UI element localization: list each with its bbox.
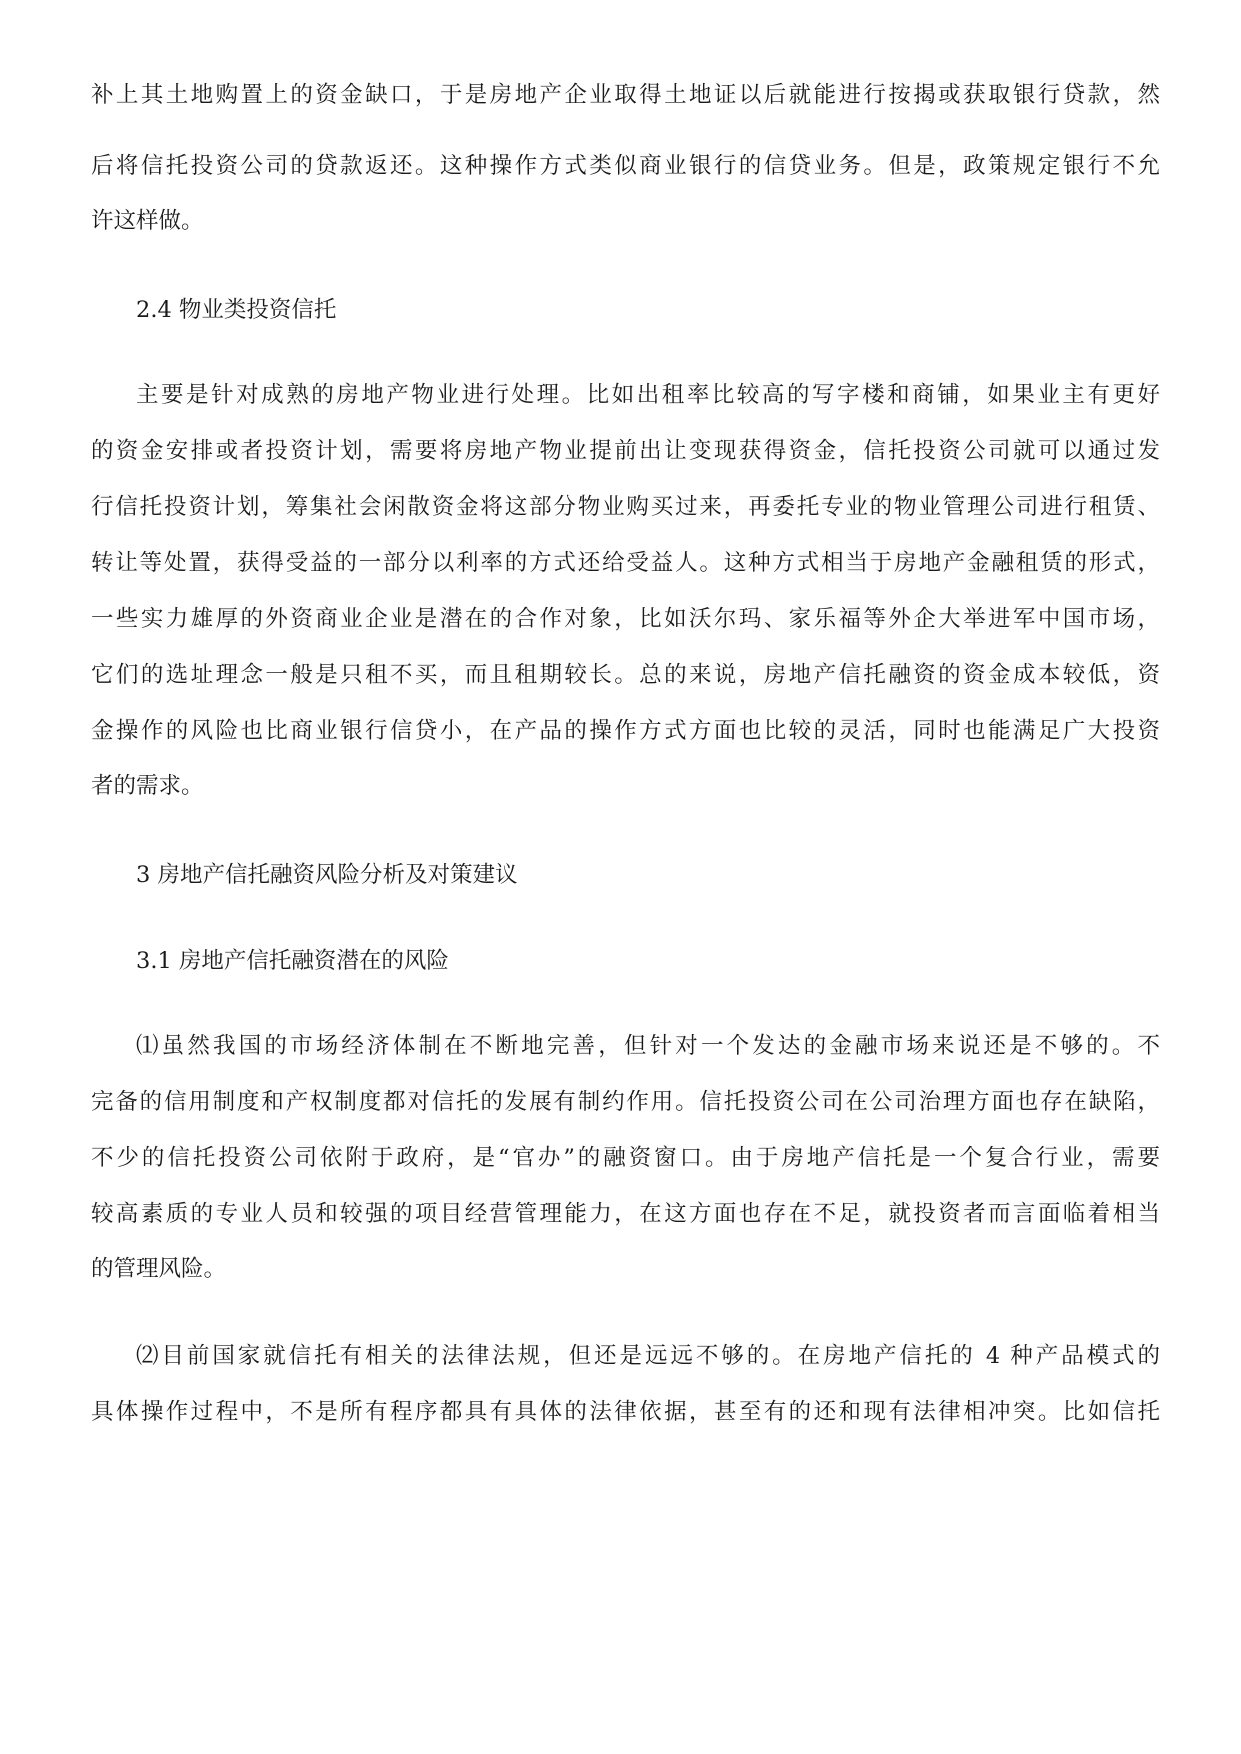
paragraph-risk-1-line-4: 较高素质的专业人员和较强的项目经营管理能力，在这方面也存在不足，就投资者而言面临着相当 [91, 1201, 1160, 1227]
paragraph-risk-1-line-1: ⑴虽然我国的市场经济体制在不断地完善，但针对一个发达的金融市场来说还是不够的。不 [136, 1033, 1160, 1059]
paragraph-risk-2-line-1: ⑵目前国家就信托有相关的法律法规，但还是远远不够的。在房地产信托的 4 种产品模式的 [136, 1343, 1160, 1369]
paragraph-property-trust-line-5: 一些实力雄厚的外资商业企业是潜在的合作对象，比如沃尔玛、家乐福等外企大举进军中国市场， [91, 606, 1160, 632]
paragraph-property-trust-line-1: 主要是针对成熟的房地产物业进行处理。比如出租率比较高的写字楼和商铺，如果业主有更好 [136, 382, 1160, 408]
paragraph-property-trust-line-7: 金操作的风险也比商业银行信贷小，在产品的操作方式方面也比较的灵活，同时也能满足广大投资 [91, 718, 1160, 744]
section-heading-2-4: 2.4 物业类投资信托 [136, 297, 337, 323]
paragraph-continued-line-1: 补上其土地购置上的资金缺口，于是房地产企业取得土地证以后就能进行按揭或获取银行贷款，然 [91, 82, 1160, 108]
paragraph-property-trust-line-6: 它们的选址理念一般是只租不买，而且租期较长。总的来说，房地产信托融资的资金成本较低，资 [91, 662, 1160, 688]
paragraph-risk-1-line-5: 的管理风险。 [91, 1256, 227, 1282]
paragraph-property-trust-line-4: 转让等处置，获得受益的一部分以利率的方式还给受益人。这种方式相当于房地产金融租赁的形式， [91, 550, 1160, 576]
paragraph-property-trust-line-3: 行信托投资计划，筹集社会闲散资金将这部分物业购买过来，再委托专业的物业管理公司进行租赁、 [91, 494, 1160, 520]
section-heading-3: 3 房地产信托融资风险分析及对策建议 [136, 862, 518, 888]
paragraph-risk-2-line-2: 具体操作过程中，不是所有程序都具有具体的法律依据，甚至有的还和现有法律相冲突。比如信托 [91, 1399, 1160, 1425]
paragraph-property-trust-line-2: 的资金安排或者投资计划，需要将房地产物业提前出让变现获得资金，信托投资公司就可以通过发 [91, 438, 1160, 464]
paragraph-continued-line-2: 后将信托投资公司的贷款返还。这种操作方式类似商业银行的信贷业务。但是，政策规定银行不允 [91, 153, 1160, 179]
paragraph-risk-1-line-2: 完备的信用制度和产权制度都对信托的发展有制约作用。信托投资公司在公司治理方面也存在缺陷， [91, 1089, 1160, 1115]
section-heading-3-1: 3.1 房地产信托融资潜在的风险 [136, 948, 449, 974]
paragraph-continued-line-3: 许这样做。 [91, 208, 204, 234]
paragraph-risk-1-line-3: 不少的信托投资公司依附于政府，是“官办”的融资窗口。由于房地产信托是一个复合行业，需要 [91, 1145, 1160, 1171]
paragraph-property-trust-line-8: 者的需求。 [91, 773, 204, 799]
